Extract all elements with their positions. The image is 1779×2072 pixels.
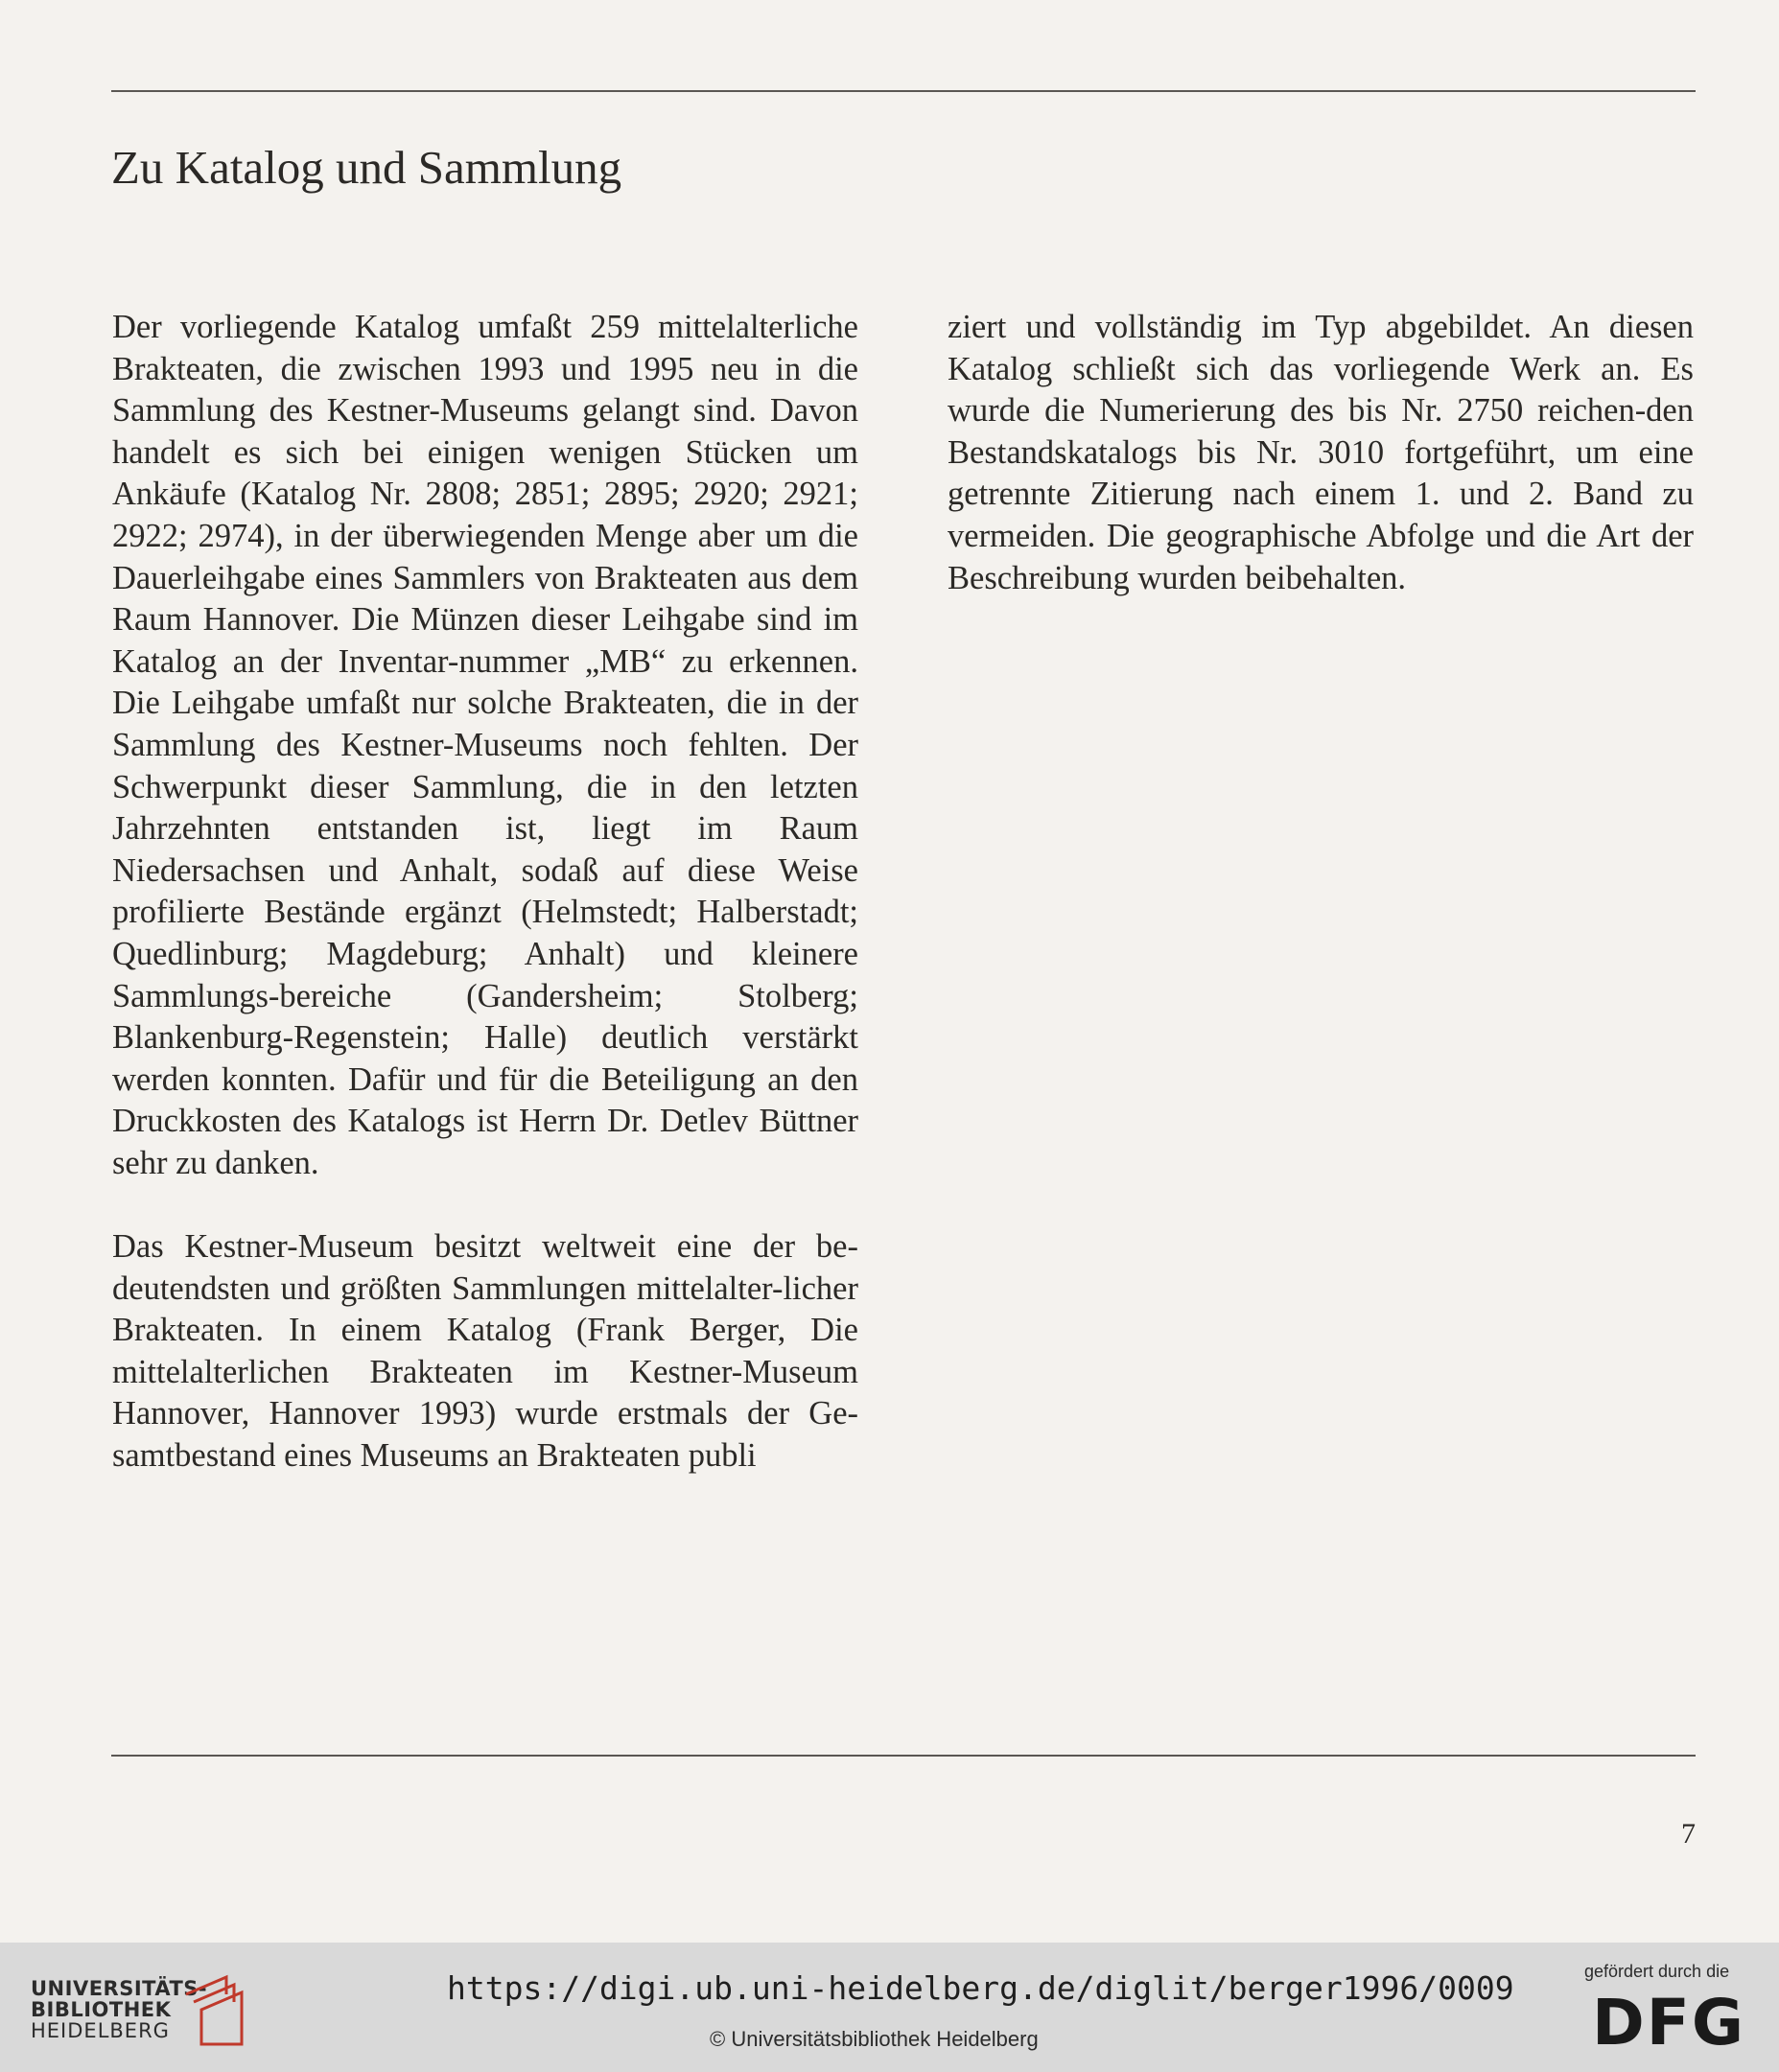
paragraph: ziert und vollständig im Typ abgebildet. An diesen Katalog schließt sich das vorliegende Werk an. Es wurde die Numerierung des bis Nr. 2750 reichen-den Bestandskatalogs bis Nr. 3010 fortgeführt, um eine getrennte Zitierung nach einem 1. und 2. Band zu vermeiden. Die geographische Abfolge und die Art der Beschreibung wurden beibehalten. xyxy=(948,309,1694,596)
right-column xyxy=(948,307,1694,599)
permalink-url[interactable]: https://digi.ub.uni-heidelberg.de/diglit/berger1996/0009 xyxy=(447,1969,1514,2007)
viewer-footer xyxy=(0,1943,1779,2072)
paragraph: Der vorliegende Katalog umfaßt 259 mittelalterliche Brakteaten, die zwischen 1993 und 1995 neu in die Sammlung des Kestner-Museums gelangt sind. Davon handelt es sich bei einigen wenigen Stücken um Ankäufe (Katalog Nr. 2808; 2851; 2895; 2920; 2921; 2922; 2974), in der überwiegenden Menge aber um die Dauerleihgabe eines Sammlers von Brakteaten aus dem Raum Hannover. Die Münzen dieser Leihgabe sind im Katalog an der Inventar-nummer „MB“ zu erkennen. Die Leihgabe umfaßt nur solche Brakteaten, die in der Sammlung des Kestner-Museums noch fehlten. Der Schwerpunkt dieser Sammlung, die in den letzten Jahrzehnten entstanden ist, liegt im Raum Niedersachsen und Anhalt, sodaß auf diese Weise profilierte Bestände ergänzt (Helmstedt; Halberstadt; Quedlinburg; Magdeburg; Anhalt) und kleinere Sammlungs-bereiche (Gandersheim; Stolberg; Blankenburg-Regenstein; Halle) deutlich verstärkt werden konnten. Dafür und für die Beteiligung an den Druckkosten des Katalogs ist Herrn Dr. Detlev Büttner sehr zu danken. xyxy=(112,309,858,1181)
bottom-rule xyxy=(111,1755,1696,1757)
dfg-logo[interactable] xyxy=(1582,1991,1755,2052)
library-name-line: UNIVERSITÄTS- xyxy=(31,1977,208,2000)
library-name-line: HEIDELBERG xyxy=(31,2019,170,2042)
copyright-notice: © Universitätsbibliothek Heidelberg xyxy=(710,2027,1039,2051)
university-library-logo[interactable] xyxy=(31,1977,261,2044)
page-title: Zu Katalog und Sammlung xyxy=(111,141,622,194)
library-emblem-icon xyxy=(182,1973,249,2048)
left-column xyxy=(112,307,858,1478)
library-name-line: BIBLIOTHEK xyxy=(31,1998,172,2021)
dfg-logo-text: DFG xyxy=(1591,1991,1746,2052)
page-number: 7 xyxy=(1681,1818,1696,1850)
top-rule xyxy=(111,90,1696,92)
paragraph: Das Kestner-Museum besitzt weltweit eine der be-deutendsten und größten Sammlungen mittelalter-licher Brakteaten. In einem Katalog (Frank Berger, Die mittelalterlichen Brakteaten im Kestner-Museum Hannover, Hannover 1993) wurde erstmals der Ge-samtbestand eines Museums an Brakteaten publi xyxy=(112,1228,858,1475)
funded-by-label: gefördert durch die xyxy=(1584,1962,1730,1981)
